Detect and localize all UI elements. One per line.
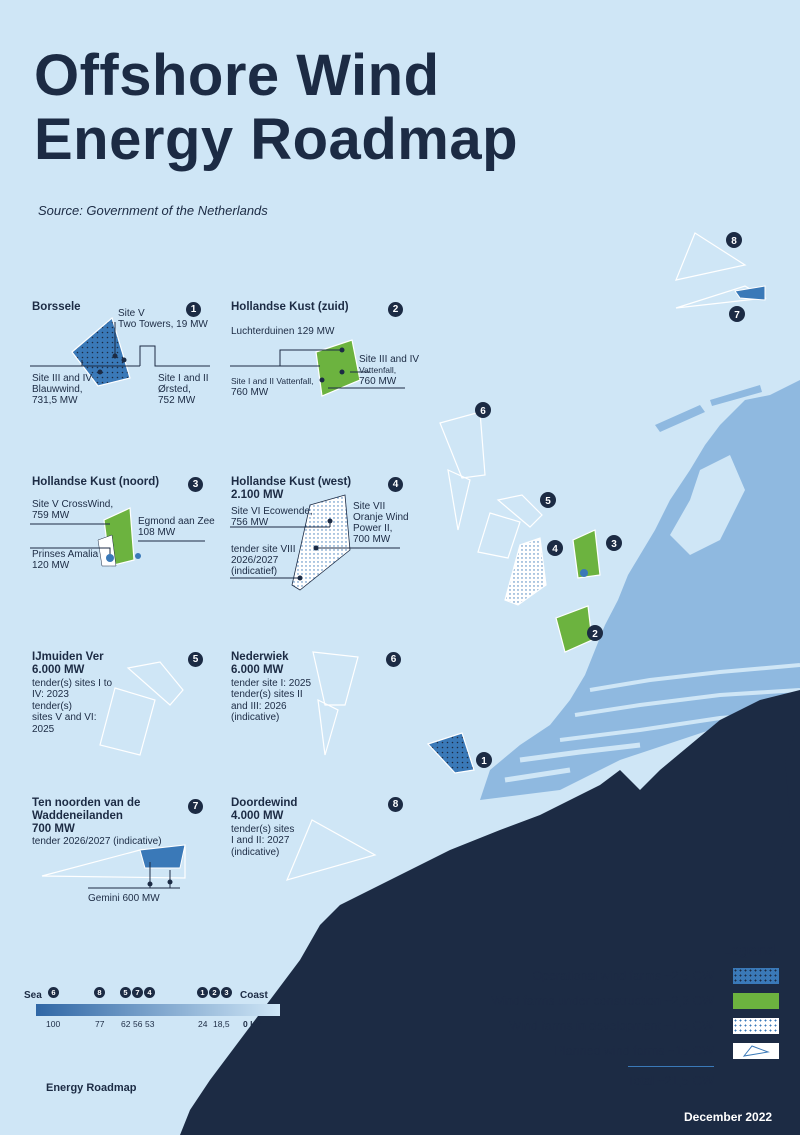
p2-label-b3: 760 MW	[359, 376, 397, 387]
scale-km-100: 100	[46, 1019, 61, 1029]
scale-coast-label: Coast	[240, 990, 268, 1001]
legend-label-operational: Operational wind farms ~2,5 GW	[532, 969, 714, 983]
p1-label-a: Site V	[118, 308, 145, 319]
p6-text-3: and III: 2026	[231, 701, 287, 712]
scale-sea-label: Sea	[24, 990, 42, 1001]
p4-label-a1: Site VI Ecowende,	[231, 506, 313, 517]
p8-title-1: Doordewind	[231, 797, 298, 809]
area-6b	[448, 470, 470, 530]
legend-swatch-development	[732, 1017, 780, 1035]
p5-area-a	[128, 662, 183, 705]
scale-badge-4: 4	[144, 987, 155, 998]
map-badge-7	[729, 306, 745, 322]
p4-label-c1: tender site VIII	[231, 544, 296, 555]
legend-total: Total ~21,5 GW	[627, 1074, 714, 1088]
scale-badge-8: 8	[94, 987, 105, 998]
p3-title: Hollandse Kust (noord)	[32, 476, 160, 488]
p5-text-1: tender(s) sites I to	[32, 678, 113, 689]
p8-text-2: I and II: 2027	[231, 835, 290, 846]
p1-label-d3: 752 MW	[158, 395, 196, 406]
p1-badge: 1	[186, 302, 201, 317]
p3-label-c2: 120 MW	[32, 560, 70, 571]
p5-text-3: tender(s)	[32, 701, 73, 712]
p8-badge: 8	[388, 797, 403, 812]
p2-label-b1: Site III and IV	[359, 354, 420, 365]
p6-text-1: tender site I: 2025	[231, 678, 312, 689]
scale-km-62: 62	[121, 1019, 131, 1029]
p6-title-1: Nederwiek	[231, 651, 289, 663]
p2-label-c1: Site I and II Vattenfall,	[231, 376, 314, 386]
scale-km-24: 24	[198, 1019, 208, 1029]
svg-text:1: 1	[481, 756, 487, 767]
area-3-dot	[580, 569, 588, 577]
p7-title-3: 700 MW	[32, 823, 75, 835]
p6-title-2: 6.000 MW	[231, 664, 284, 676]
p3-badge: 3	[188, 477, 203, 492]
p8-text-1: tender(s) sites	[231, 824, 295, 835]
area-2	[556, 606, 592, 652]
p8-title-2: 4.000 MW	[231, 810, 284, 822]
map-badge-2	[587, 625, 603, 641]
map-badge-3	[606, 535, 622, 551]
p5-title-2: 6.000 MW	[32, 664, 85, 676]
p3-label-c1: Prinses Amalia	[32, 549, 99, 560]
svg-text:7: 7	[734, 310, 740, 321]
svg-text:3: 3	[611, 539, 617, 550]
p1-title: Borssele	[32, 301, 81, 313]
scale-badge-6: 6	[48, 987, 59, 998]
p2-badge: 2	[388, 302, 403, 317]
p4-label-c3: (indicatief)	[231, 566, 278, 577]
p8-area	[287, 820, 375, 880]
p4-label-a2: 756 MW	[231, 517, 269, 528]
p4-title-2: 2.100 MW	[231, 489, 284, 501]
p3-label-b1: Egmond aan Zee	[138, 516, 215, 527]
legend-label-planned: Planned wind farms ~15 GW	[554, 1044, 714, 1058]
scale-km-77: 77	[95, 1019, 105, 1029]
p4-label-b4: 700 MW	[353, 534, 391, 545]
footer-date: December 2022	[684, 1110, 773, 1124]
p3-label-b2: 108 MW	[138, 527, 176, 538]
p7-title-2: Waddeneilanden	[32, 810, 123, 822]
map-badge-5	[540, 492, 556, 508]
p6-badge: 6	[386, 652, 401, 667]
scale-badge-7: 7	[132, 987, 143, 998]
legend-divider	[628, 1066, 714, 1067]
p5-title-1: IJmuiden Ver	[32, 651, 104, 663]
svg-text:5: 5	[545, 496, 551, 507]
p4-badge: 4	[388, 477, 403, 492]
p4-label-b1: Site VII	[353, 501, 386, 512]
p4-label-b2: Oranje Wind	[353, 512, 409, 523]
scale-km-18-5: 18,5	[213, 1019, 230, 1029]
p7-title-1: Ten noorden van de	[32, 797, 141, 809]
legend-swatch-construction	[732, 992, 780, 1010]
legend-label-development: Wind farms in development ~1,5 GW	[509, 1019, 714, 1033]
scale-badge-2: 2	[209, 987, 220, 998]
scale-badge-3: 3	[221, 987, 232, 998]
p3-label-a2: 759 MW	[32, 510, 70, 521]
scale-km-56: 56	[133, 1019, 143, 1029]
legend-swatch-operational	[732, 967, 780, 985]
p1-label-c2: Blauwwind,	[32, 384, 83, 395]
svg-text:4: 4	[552, 544, 558, 555]
legend-title: Legend	[722, 942, 776, 959]
scale-badge-5: 5	[120, 987, 131, 998]
p7-label-a: Gemini 600 MW	[88, 893, 160, 904]
svg-text:2: 2	[592, 629, 598, 640]
svg-text:6: 6	[480, 406, 486, 417]
legend-label-construction: Wind farms under construction ~2,3 GW	[491, 994, 714, 1008]
p3-label-a1: Site V CrossWind,	[32, 499, 114, 510]
p7-gemini	[140, 845, 185, 868]
legend-swatch-planned	[732, 1042, 780, 1060]
scale-badge-1: 1	[197, 987, 208, 998]
source-text: Source: Government of the Netherlands	[38, 203, 268, 218]
p4-label-b3: Power II,	[353, 523, 393, 534]
p4-title-1: Hollandse Kust (west)	[231, 476, 352, 488]
p6-text-4: (indicative)	[231, 712, 280, 723]
title-line-2: Energy Roadmap	[34, 107, 518, 172]
p6-area-a	[313, 652, 358, 705]
p2-title: Hollandse Kust (zuid)	[231, 301, 349, 313]
p5-badge: 5	[188, 652, 203, 667]
p5-text-4: sites V and VI:	[32, 712, 97, 723]
scale-km-53: 53	[145, 1019, 155, 1029]
title-line-1: Offshore Wind	[34, 43, 440, 108]
page-title	[34, 44, 518, 172]
map-badge-6	[475, 402, 491, 418]
map-badge-4	[547, 540, 563, 556]
p4-label-c2: 2026/2027	[231, 555, 279, 566]
area-6a	[440, 412, 485, 478]
p6-area-b	[318, 700, 338, 755]
p7-text-1: tender 2026/2027 (indicative)	[32, 836, 162, 847]
scale-km-0: 0 km	[243, 1019, 263, 1029]
map-badge-8	[726, 232, 742, 248]
area-5b	[478, 513, 520, 558]
svg-text:8: 8	[731, 236, 737, 247]
p5-text-2: IV: 2023	[32, 689, 69, 700]
map-badge-1	[476, 752, 492, 768]
p1-label-d1: Site I and II	[158, 373, 209, 384]
p5-area-b	[100, 688, 155, 755]
p1-label-b: Two Towers, 19 MW	[118, 319, 208, 330]
p1-label-d2: Ørsted,	[158, 384, 191, 395]
p5-text-5: 2025	[32, 724, 55, 735]
p6-text-2: tender(s) sites II	[231, 689, 303, 700]
p2-label-a: Luchterduinen 129 MW	[231, 326, 335, 337]
area-1	[428, 733, 474, 773]
scale-bar	[36, 1004, 280, 1016]
p1-label-c3: 731,5 MW	[32, 395, 78, 406]
p2-label-c2: 760 MW	[231, 387, 269, 398]
p2-label-b2: Vattenfall,	[359, 365, 397, 375]
p8-text-3: (indicative)	[231, 847, 280, 858]
p7-badge: 7	[188, 799, 203, 814]
footer-energy-roadmap: Energy Roadmap	[46, 1082, 137, 1094]
p1-label-c1: Site III and IV	[32, 373, 93, 384]
